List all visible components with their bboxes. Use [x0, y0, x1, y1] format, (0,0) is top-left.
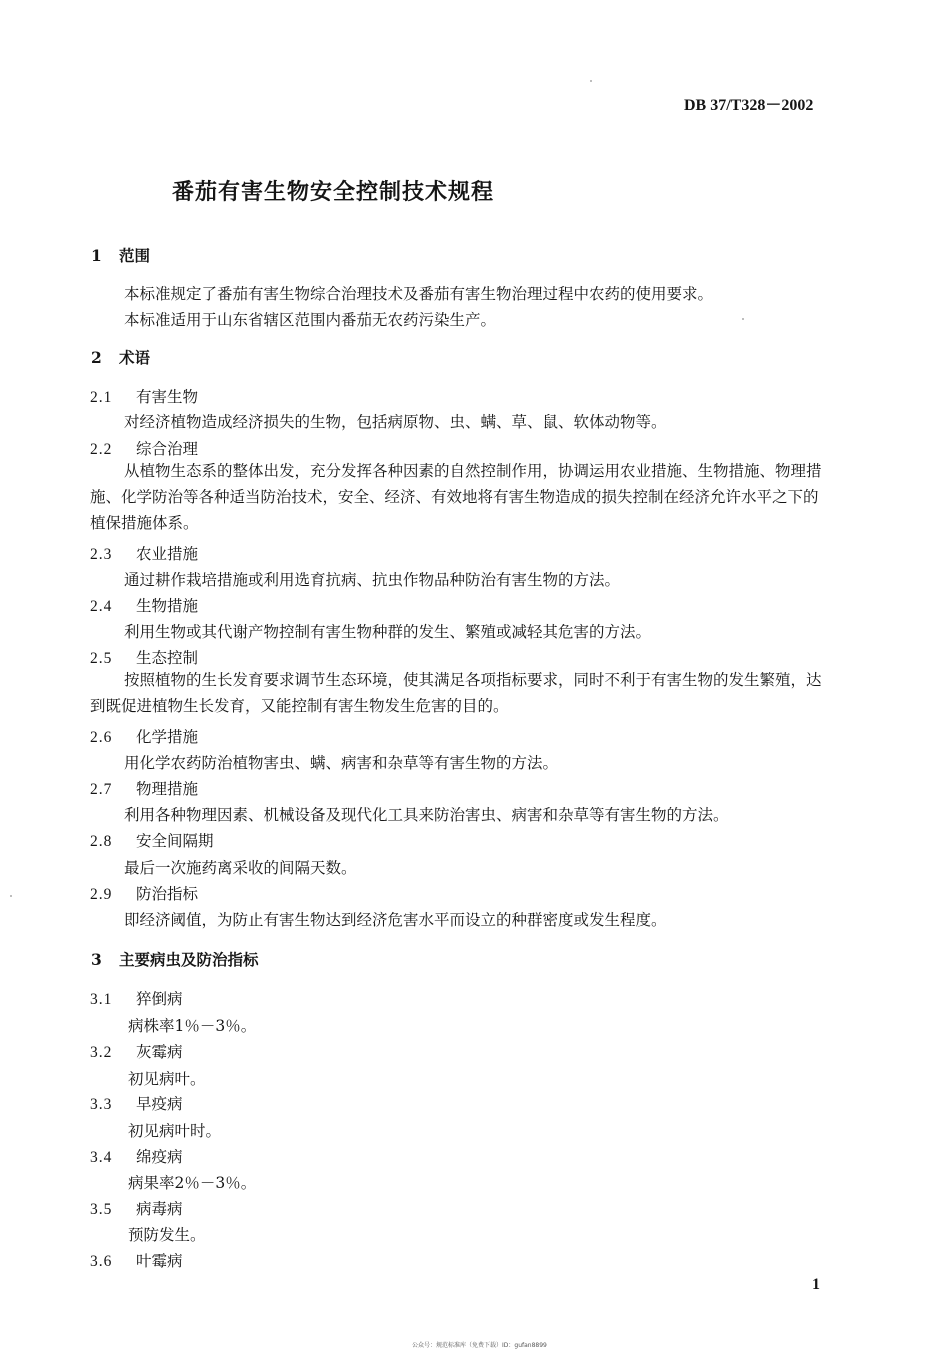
term-definition: 最后一次施药离采收的间隔天数。 — [124, 859, 357, 877]
disease-number: 3.3 — [90, 1096, 113, 1113]
term-number: 2.8 — [90, 833, 113, 850]
term-definition: 利用各种物理因素、机械设备及现代化工具来防治害虫、病害和杂草等有害生物的方法。 — [124, 806, 729, 824]
term-title: 化学措施 — [136, 728, 199, 746]
footer-watermark: 公众号：规范标准库（免费下载）ID：gufan8899 — [412, 1342, 547, 1349]
control-threshold: 初见病叶时。 — [128, 1122, 222, 1140]
section-3-heading — [91, 948, 259, 970]
control-threshold: 病果率2％－3％。 — [128, 1174, 257, 1192]
control-threshold: 初见病叶。 — [128, 1070, 206, 1088]
term-definition: 按照植物的生长发育要求调节生态环境，使其满足各项指标要求，同时不利于有害生物的发生繁殖，达到既促进植物生长发育，又能控制有害生物发生危害的目的。 — [90, 671, 822, 715]
section-title: 术语 — [119, 348, 151, 367]
term-heading — [90, 829, 214, 851]
disease-title: 灰霉病 — [136, 1043, 183, 1061]
section-title: 主要病虫及防治指标 — [119, 950, 259, 969]
term-heading — [90, 882, 198, 904]
term-number: 2.6 — [90, 729, 113, 746]
term-number: 2.3 — [90, 546, 113, 563]
term-number: 2.1 — [90, 389, 113, 406]
term-definition: 从植物生态系的整体出发，充分发挥各种因素的自然控制作用，协调运用农业措施、生物措施、物理措施、化学防治等各种适当防治技术，安全、经济、有效地将有害生物造成的损失控制在经济允许水平之下的植保措施体系。 — [90, 462, 822, 532]
term-title: 防治指标 — [136, 885, 199, 903]
section-number: 1 — [91, 246, 102, 265]
disease-heading — [90, 1092, 183, 1114]
term-number: 2.7 — [90, 781, 113, 798]
disease-title: 猝倒病 — [136, 990, 183, 1008]
section-1-heading — [91, 244, 150, 266]
page-number: 1 — [812, 1276, 820, 1293]
term-title: 综合治理 — [136, 440, 199, 458]
term-heading — [90, 542, 198, 564]
term-title: 有害生物 — [136, 388, 199, 406]
disease-number: 3.6 — [90, 1253, 113, 1270]
section-2-heading — [91, 346, 150, 368]
disease-heading — [90, 1040, 183, 1062]
term-definition: 通过耕作栽培措施或利用选育抗病、抗虫作物品种防治有害生物的方法。 — [124, 571, 621, 589]
term-number: 2.2 — [90, 441, 113, 458]
term-title: 物理措施 — [136, 780, 199, 798]
term-definition: 利用生物或其代谢产物控制有害生物种群的发生、繁殖或减轻其危害的方法。 — [124, 623, 652, 641]
term-definition: 对经济植物造成经济损失的生物，包括病原物、虫、螨、草、鼠、软体动物等。 — [124, 413, 667, 431]
disease-heading — [90, 1197, 183, 1219]
disease-number: 3.2 — [90, 1044, 113, 1061]
disease-title: 叶霉病 — [136, 1252, 183, 1270]
document-title: 番茄有害生物安全控制技术规程 — [172, 179, 495, 205]
section-title: 范围 — [119, 246, 151, 265]
disease-number: 3.5 — [90, 1201, 113, 1218]
term-heading — [90, 777, 198, 799]
disease-heading — [90, 1249, 183, 1271]
term-title: 生态控制 — [136, 649, 199, 667]
control-threshold: 病株率1％－3％。 — [128, 1017, 257, 1035]
term-title: 农业措施 — [136, 545, 199, 563]
term-title: 安全间隔期 — [136, 832, 214, 850]
scan-speck — [10, 895, 12, 897]
section-number: 2 — [91, 348, 102, 367]
term-definition: 即经济阈值，为防止有害生物达到经济危害水平而设立的种群密度或发生程度。 — [124, 911, 667, 929]
disease-title: 绵疫病 — [136, 1148, 183, 1166]
term-heading — [90, 646, 198, 668]
disease-title: 病毒病 — [136, 1200, 183, 1218]
paragraph: 本标准规定了番茄有害生物综合治理技术及番茄有害生物治理过程中农药的使用要求。 — [124, 285, 714, 303]
section-number: 3 — [91, 950, 102, 969]
term-heading — [90, 725, 198, 747]
term-number: 2.5 — [90, 650, 113, 667]
term-heading — [90, 385, 198, 407]
disease-heading — [90, 1145, 183, 1167]
scan-speck — [590, 80, 592, 82]
disease-number: 3.1 — [90, 991, 113, 1008]
term-heading — [90, 437, 198, 459]
disease-number: 3.4 — [90, 1149, 113, 1166]
term-number: 2.9 — [90, 886, 113, 903]
paragraph: 本标准适用于山东省辖区范围内番茄无农药污染生产。 — [124, 311, 497, 329]
standard-code: DB 37/T328－2002 — [684, 97, 814, 114]
scan-speck — [742, 318, 744, 320]
disease-heading — [90, 987, 183, 1009]
disease-title: 早疫病 — [136, 1095, 183, 1113]
term-number: 2.4 — [90, 598, 113, 615]
term-title: 生物措施 — [136, 597, 199, 615]
term-heading — [90, 594, 198, 616]
control-threshold: 预防发生。 — [128, 1226, 206, 1244]
term-definition: 用化学农药防治植物害虫、螨、病害和杂草等有害生物的方法。 — [124, 754, 559, 772]
